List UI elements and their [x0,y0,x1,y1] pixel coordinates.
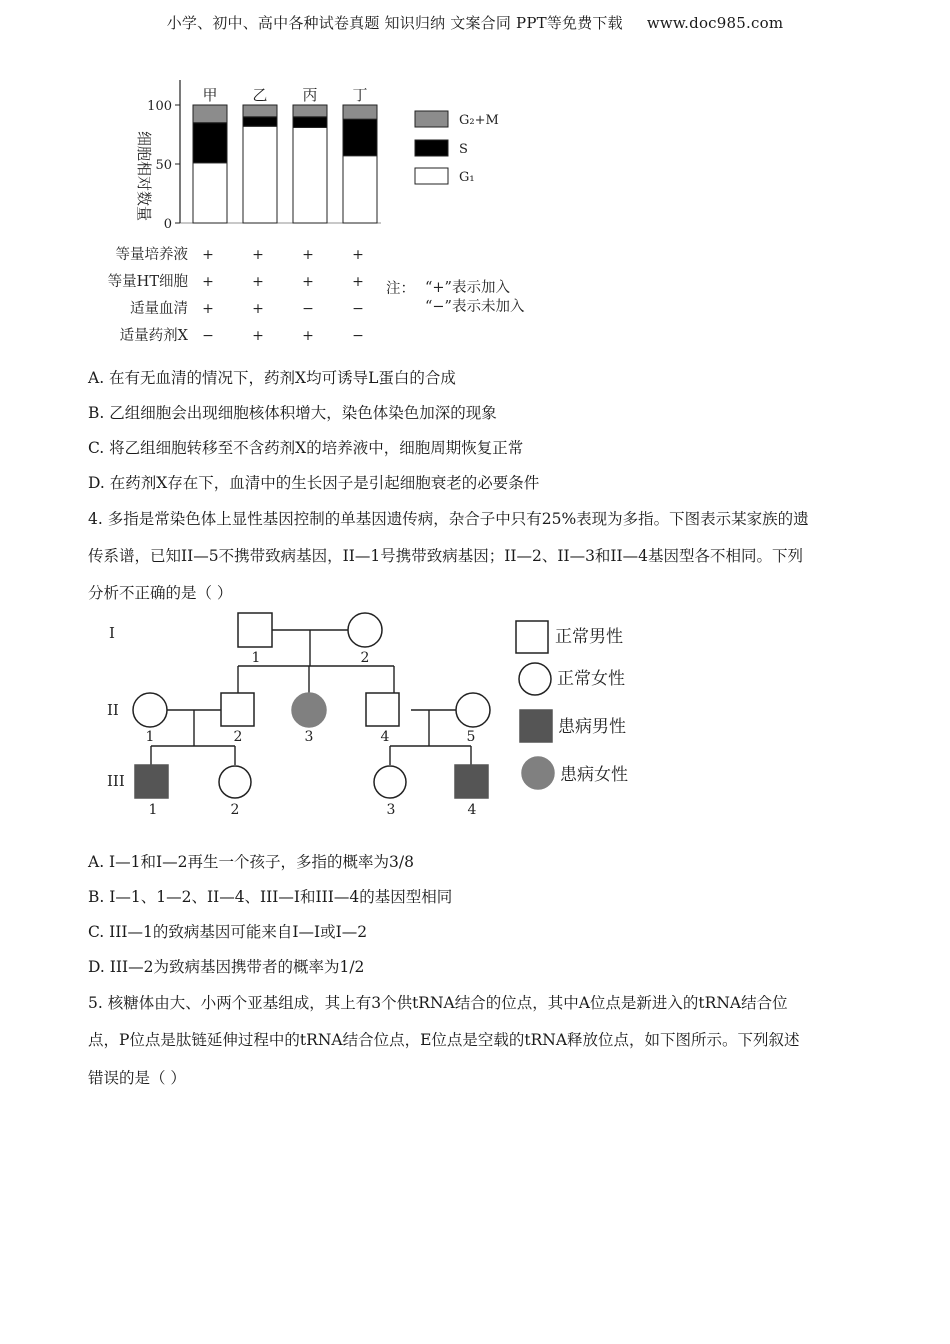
condition-mark: + [202,247,214,263]
note-minus: “−”表示未加入 [425,299,525,315]
note-plus: “+”表示加入 [425,280,510,296]
condition-mark: − [302,301,314,317]
q3-option-b: B. 乙组细胞会出现细胞核体积增大，染色体染色加深的现象 [88,404,497,422]
legend-affected-female-label: 患病女性 [560,765,628,785]
generation-label-iii: III [107,772,125,790]
legend-swatch-G₁ [415,168,448,184]
bar-丙-S [293,117,327,128]
y-axis-label: 细胞相对数量 [135,130,153,222]
bar-乙-G₁ [243,126,277,223]
ii-1-number: 1 [145,729,155,745]
legend-label: G₂+M [459,113,499,128]
legend-affected-female-icon [522,757,554,789]
ii-2-normal-male [221,693,254,726]
iii-2-normal-female [219,766,251,798]
ii-1-normal-female [133,693,167,727]
condition-mark: + [302,328,314,344]
condition-mark: + [352,274,364,290]
q4-stem-line-2: 传系谱，已知II—5不携带致病基因，II—1号携带致病基因；II—2、II—3和II—4基因型各不相同。下列 [88,547,804,565]
condition-mark: + [202,301,214,317]
iii-1-number: 1 [148,802,158,818]
y-tick-label: 0 [163,217,172,232]
i-2-normal-female [348,613,382,647]
condition-mark: + [202,274,214,290]
pedigree-diagram [95,608,655,823]
ii-4-number: 4 [380,729,390,745]
iii-3-normal-female [374,766,406,798]
ii-2-number: 2 [233,729,243,745]
note-title: 注： [386,281,415,297]
q4-option-d: D. III—2为致病基因携带者的概率为1/2 [88,958,365,976]
bar-甲-G₁ [193,163,227,223]
q3-option-d: D. 在药剂X存在下，血清中的生长因子是引起细胞衰老的必要条件 [88,474,540,492]
bar-甲-G₂+M [193,105,227,123]
condition-label: 适量血清 [130,301,188,317]
iii-4-affected-male [455,765,488,798]
ii-3-number: 3 [304,729,314,745]
q4-option-c: C. III—1的致病基因可能来自I—I或I—2 [88,923,368,941]
iii-1-affected-male [135,765,168,798]
bar-丁-G₂+M [343,105,377,119]
legend-normal-male-label: 正常男性 [555,627,623,647]
condition-mark: + [252,328,264,344]
ii-3-affected-female [292,693,326,727]
legend-swatch-G₂+M [415,111,448,127]
header-url: www.doc985.com [646,14,784,32]
generation-label-ii: II [107,701,119,719]
legend-normal-female-icon [519,663,551,695]
condition-label: 等量培养液 [115,247,188,263]
generation-label-i: I [109,624,115,642]
bar-甲-S [193,123,227,163]
bar-丁-S [343,119,377,156]
condition-label: 适量药剂X [119,328,188,344]
q5-stem-line-1: 5. 核糖体由大、小两个亚基组成，其上有3个供tRNA结合的位点，其中A位点是新进入的tRNA结合位 [88,994,788,1012]
i-2-number: 2 [360,650,370,666]
bar-丁-G₁ [343,156,377,223]
q3-option-a: A. 在有无血清的情况下，药剂X均可诱导L蛋白的合成 [88,369,456,387]
legend-swatch-S [415,140,448,156]
legend-label: S [459,142,468,157]
ii-5-normal-female [456,693,490,727]
q4-stem-line-1: 4. 多指是常染色体上显性基因控制的单基因遗传病，杂合子中只有25%表现为多指。下图表示某家族的遗 [88,510,809,528]
legend-affected-male-icon [520,710,552,742]
q3-option-c: C. 将乙组细胞转移至不含药剂X的培养液中，细胞周期恢复正常 [88,439,524,457]
i-1-number: 1 [251,650,261,666]
q5-stem-line-3: 错误的是（ ） [88,1069,186,1087]
condition-mark: − [352,301,364,317]
legend-affected-male-label: 患病男性 [558,717,626,737]
page-header [0,12,950,33]
bar-乙-S [243,117,277,126]
bar-乙-G₂+M [243,105,277,117]
y-tick-label: 100 [147,99,172,114]
category-label: 丁 [352,86,368,104]
q4-stem-line-3: 分析不正确的是（ ） [88,584,233,602]
condition-mark: + [252,274,264,290]
legend-normal-female-label: 正常女性 [557,669,625,689]
ii-5-number: 5 [466,729,476,745]
legend-label: G₁ [459,170,475,185]
condition-mark: + [352,247,364,263]
y-tick-label: 50 [155,158,172,173]
ii-4-normal-male [366,693,399,726]
condition-mark: − [352,328,364,344]
category-label: 丙 [302,86,318,104]
condition-mark: − [202,328,214,344]
condition-label: 等量HT细胞 [107,274,188,290]
iii-3-number: 3 [386,802,396,818]
category-label: 甲 [202,86,218,104]
iii-2-number: 2 [230,802,240,818]
legend-normal-male-icon [516,621,548,653]
i-1-normal-male [238,613,272,647]
q4-option-a: A. I—1和I—2再生一个孩子，多指的概率为3/8 [88,853,414,871]
cell-cycle-bar-chart [95,75,555,350]
category-label: 乙 [252,86,268,104]
header-text: 小学、初中、高中各种试卷真题 知识归纳 文案合同 PPT等免费下载 [166,14,623,32]
bar-丙-G₁ [293,127,327,223]
q4-option-b: B. I—1、1—2、II—4、III—I和III—4的基因型相同 [88,888,453,906]
condition-mark: + [302,247,314,263]
condition-mark: + [302,274,314,290]
condition-mark: + [252,301,264,317]
iii-4-number: 4 [467,802,477,818]
q5-stem-line-2: 点，P位点是肽链延伸过程中的tRNA结合位点，E位点是空载的tRNA释放位点，如下图所示。下列叙述 [88,1031,800,1049]
condition-mark: + [252,247,264,263]
bar-丙-G₂+M [293,105,327,117]
